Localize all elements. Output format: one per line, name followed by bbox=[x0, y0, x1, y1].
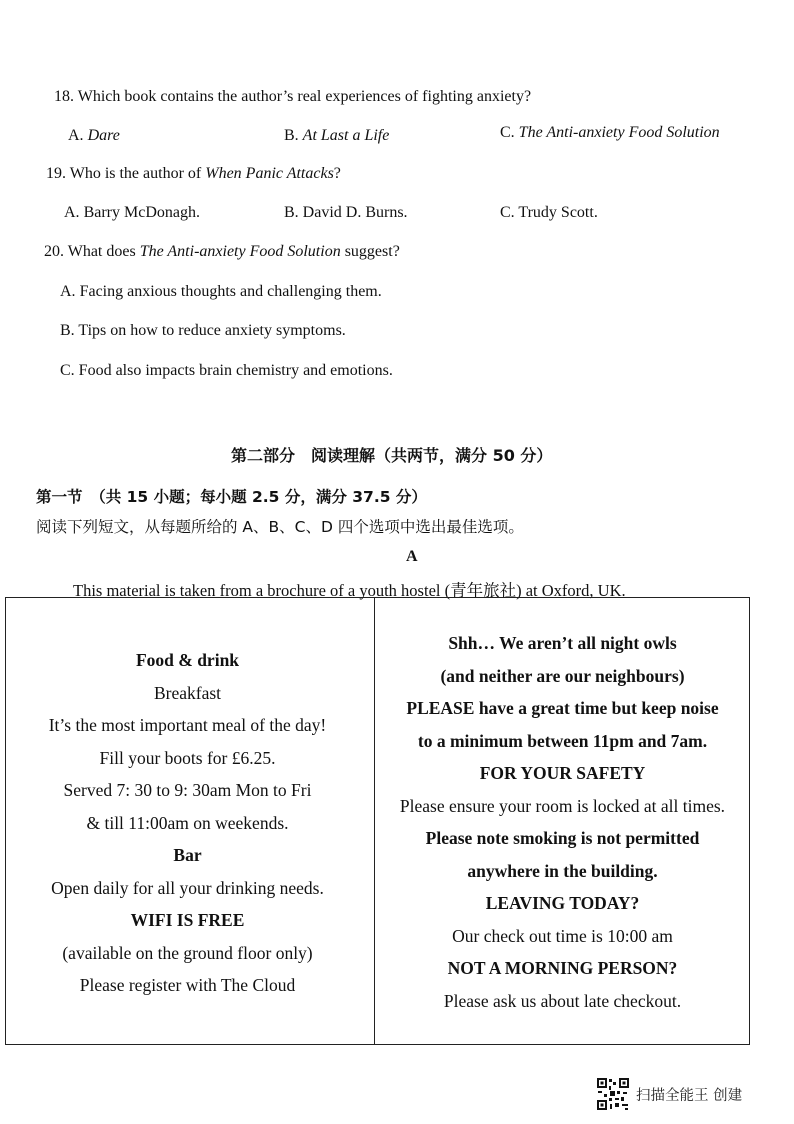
option-19-b: B. David D. Burns. bbox=[284, 204, 408, 221]
option-20-b: B. Tips on how to reduce anxiety symptoms. bbox=[60, 322, 346, 339]
brochure-text: & till 11:00am on weekends. bbox=[86, 812, 289, 833]
question-20: 20. What does The Anti-anxiety Food Solution suggest? bbox=[44, 243, 400, 260]
section-title: 第二部分 阅读理解（共两节，满分 50 分） bbox=[231, 446, 553, 465]
brochure-text: anywhere in the building. bbox=[467, 860, 658, 881]
scanner-watermark bbox=[596, 1076, 742, 1112]
part-heading: 第一节 （共 15 小题；每小题 2.5 分，满分 37.5 分） bbox=[36, 488, 427, 506]
brochure-text: Our check out time is 10:00 am bbox=[452, 925, 673, 946]
brochure-text: It’s the most important meal of the day! bbox=[48, 715, 327, 735]
question-19: 19. Who is the author of When Panic Attacks? bbox=[46, 165, 341, 182]
leaving-today-heading: LEAVING TODAY? bbox=[485, 893, 640, 913]
safety-heading: FOR YOUR SAFETY bbox=[479, 763, 646, 783]
question-18 bbox=[54, 88, 531, 106]
brochure-text: Please register with The Cloud bbox=[79, 975, 296, 995]
question-stem: 18. Which book contains the author’s real experiences of fighting anxiety? bbox=[54, 88, 532, 105]
wifi-heading: WIFI IS FREE bbox=[130, 910, 245, 930]
option-20-c: C. Food also impacts brain chemistry and emotions. bbox=[60, 362, 393, 379]
brochure-left-column bbox=[6, 644, 369, 1002]
option-20-a: A. Facing anxious thoughts and challenging them. bbox=[60, 283, 382, 300]
brochure-right-column bbox=[376, 627, 749, 1017]
brochure-text: PLEASE have a great time but keep noise bbox=[406, 698, 719, 718]
food-drink-heading: Food & drink bbox=[135, 650, 240, 670]
brochure-text: (and neither are our neighbours) bbox=[440, 665, 685, 686]
bar-heading: Bar bbox=[173, 845, 202, 865]
brochure-text: Please note smoking is not permitted bbox=[425, 828, 700, 848]
brochure-text: Served 7: 30 to 9: 30am Mon to Fri bbox=[63, 780, 312, 800]
morning-person-heading: NOT A MORNING PERSON? bbox=[447, 958, 678, 978]
option-19-c: C. Trudy Scott. bbox=[500, 204, 598, 221]
qr-code-icon bbox=[596, 1077, 630, 1111]
passage-intro: This material is taken from a brochure of a youth hostel (青年旅社) at Oxford, UK. bbox=[73, 581, 626, 600]
brochure-text: Fill your boots for £6.25. bbox=[99, 747, 276, 768]
brochure-text: (available on the ground floor only) bbox=[62, 942, 313, 963]
brochure-text: Open daily for all your drinking needs. bbox=[51, 877, 324, 898]
watermark-text: 扫描全能王 创建 bbox=[636, 1087, 743, 1104]
brochure-box bbox=[5, 597, 750, 1045]
brochure-text: to a minimum between 11pm and 7am. bbox=[417, 730, 708, 751]
option-19-a: A. Barry McDonagh. bbox=[64, 204, 200, 221]
passage-letter: A bbox=[406, 548, 418, 565]
column-divider bbox=[374, 598, 375, 1044]
brochure-text: Please ensure your room is locked at all times. bbox=[399, 795, 726, 816]
brochure-text: Please ask us about late checkout. bbox=[443, 990, 682, 1011]
breakfast-label: Breakfast bbox=[153, 682, 222, 703]
option-18-a: A. Dare bbox=[68, 127, 120, 144]
option-18-c: C. The Anti-anxiety Food Solution bbox=[500, 124, 720, 141]
night-owls-heading: Shh… We aren’t all night owls bbox=[448, 633, 677, 653]
instructions: 阅读下列短文，从每题所给的 A、B、C、D 四个选项中选出最佳选项。 bbox=[36, 518, 524, 536]
option-18-b: B. At Last a Life bbox=[284, 127, 390, 144]
